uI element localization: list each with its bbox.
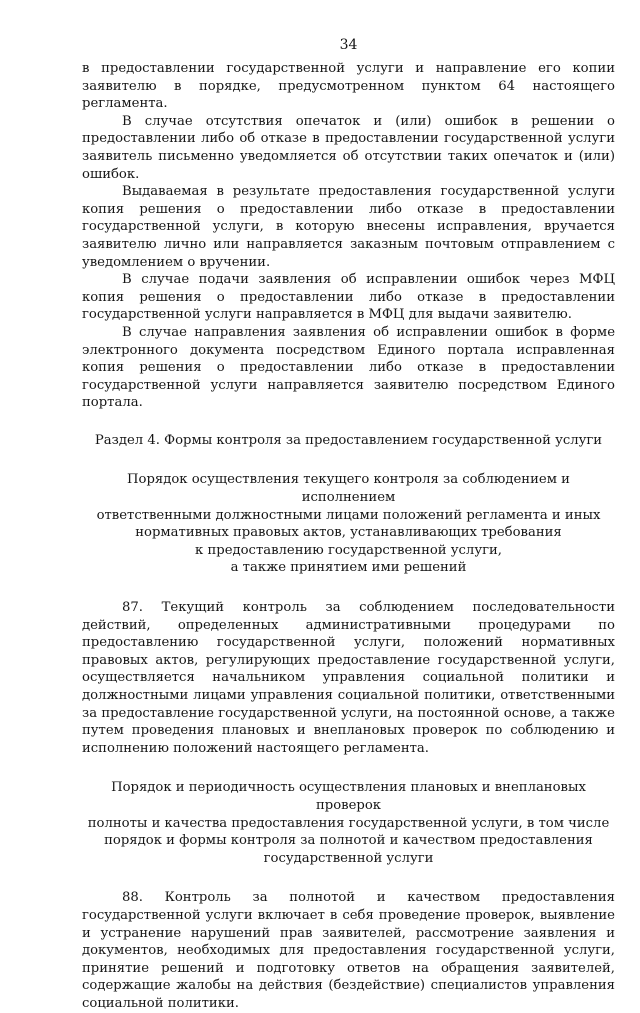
- top-paragraphs: [82, 60, 615, 412]
- document-page: [82, 36, 615, 1013]
- paragraph: В случае подачи заявления об исправлении ошибок через МФЦ копия решения о предоставлении либо отказе в предоставлении государственной услуги направляется в МФЦ для выдачи заявителю.: [82, 272, 615, 323]
- subheading-line: ответственными должностными лицами положений регламента и иных: [96, 507, 601, 523]
- subheading-line: нормативных правовых актов, устанавливающих требования: [135, 525, 562, 541]
- subheading-line: а также принятием ими решений: [230, 560, 467, 576]
- subheading-inspections: [82, 779, 615, 867]
- paragraph: Выдаваемая в результате предоставления государственной услуги копия решения о предоставлении либо отказе в предоставлении государственной услуги, в которую внесены исправления, вручается заявителю лично или направляется заказным почтовым отправлением с уведомлением о вручении.: [82, 184, 615, 270]
- paragraph: В случае направления заявления об исправлении ошибок в форме электронного документа посредством Единого портала исправленная копия решения о предоставлении либо отказе в предоставлении государственной услуги направляется заявителю посредством Единого портала.: [82, 324, 615, 411]
- subheading-line: Порядок и периодичность осуществления плановых и внеплановых проверок: [111, 780, 586, 813]
- subheading-line: полноты и качества предоставления государственной услуги, в том числе: [87, 815, 610, 831]
- page-number: 34: [339, 37, 358, 53]
- subheading-line: Порядок осуществления текущего контроля за соблюдением и исполнением: [127, 472, 570, 506]
- section-title: Раздел 4. Формы контроля за предоставлением государственной услуги: [94, 432, 603, 448]
- paragraph: В случае отсутствия опечаток и (или) ошибок в решении о предоставлении либо об отказе в предоставлении государственной услуги заявитель письменно уведомляется об отсутствии таких опечаток и (или) ошибок.: [82, 113, 615, 182]
- subheading-line: порядок и формы контроля за полнотой и качеством предоставления: [104, 833, 593, 849]
- subheading-line: государственной услуги: [263, 850, 434, 866]
- paragraph: в предоставлении государственной услуги и направление его копии заявителю в порядке, предусмотренном пунктом 64 настоящего регламента.: [82, 61, 615, 112]
- paragraph-88: 88. Контроль за полнотой и качеством предоставления государственной услуги включает в себя проведение проверок, выявление и устранение нарушений прав заявителей, рассмотрение заявления и документов, необходимых для предоставления государственной услуги, принятие решений и подготовку ответов на обращения заявителей, содержащие жалобы на действия (бездействие) специалистов управления социальной политики.: [82, 890, 615, 1011]
- subheading-current-control: [82, 471, 615, 577]
- paragraph-87: 87. Текущий контроль за соблюдением последовательности действий, определенных административными процедурами по предоставлению государственной услуги, положений нормативных правовых актов, регулирующих предоставление государственной услуги, осуществляется начальником управления социальной политики и должностными лицами управления социальной политики, ответственными за предоставление государственной услуги, на постоянной основе, а также путем проведения плановых и внеплановых проверок по соблюдению и исполнению положений настоящего регламента.: [82, 600, 615, 756]
- subheading-line: к предоставлению государственной услуги,: [195, 542, 502, 558]
